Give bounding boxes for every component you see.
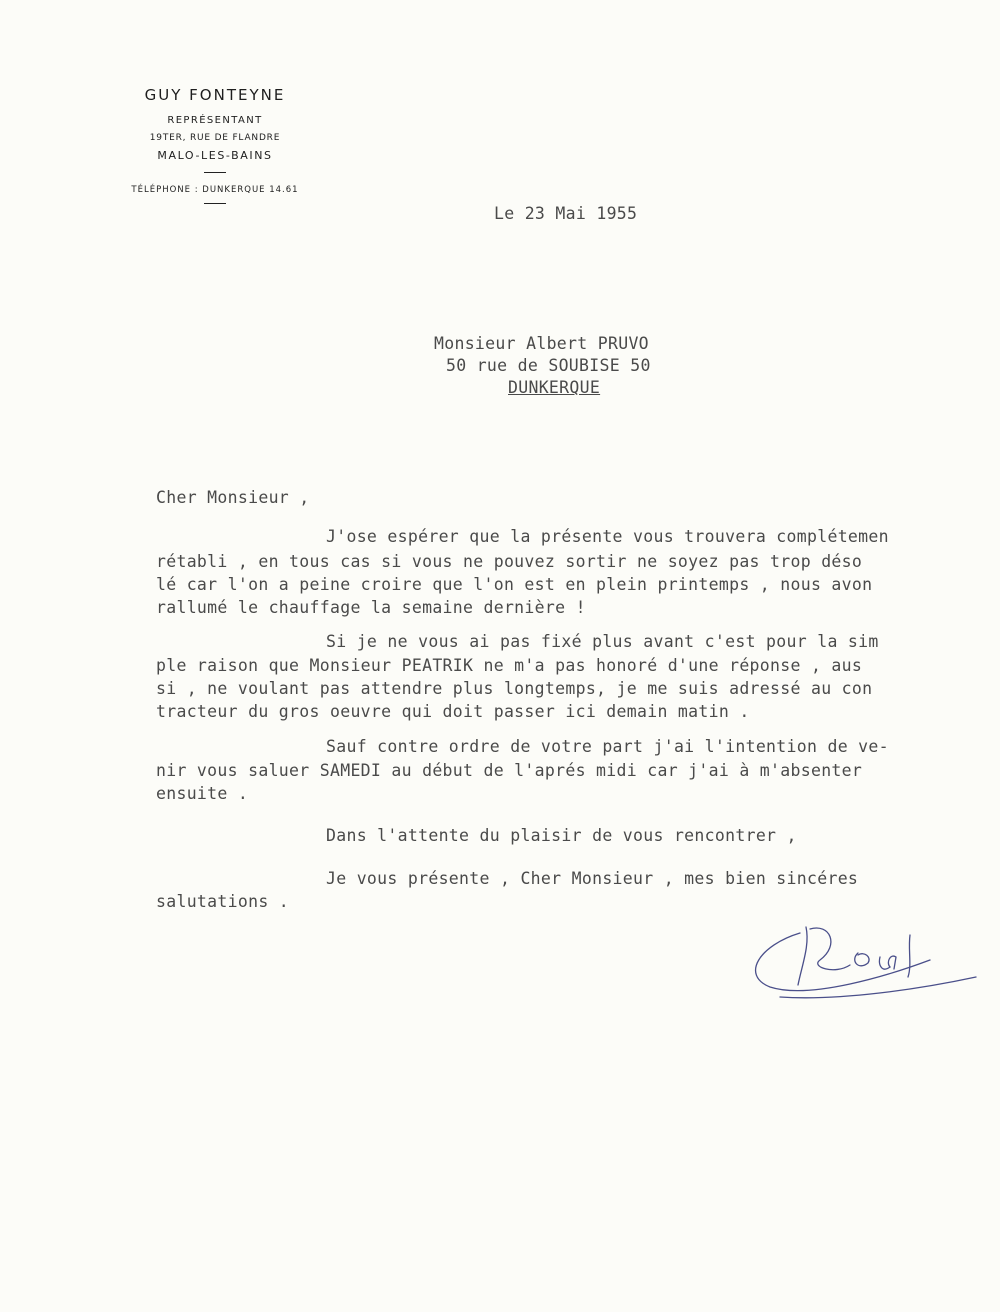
- letterhead-street: 19TER, RUE DE FLANDRE: [149, 133, 281, 143]
- body-line: J'ose espérer que la présente vous trouvera complétemen: [326, 527, 889, 546]
- letterhead-telephone: TÉLÉPHONE : DUNKERQUE 14.61: [131, 185, 299, 195]
- body-line: Si je ne vous ai pas fixé plus avant c'est pour la sim: [326, 632, 879, 651]
- body-line: si , ne voulant pas attendre plus longtemps, je me suis adressé au con: [156, 679, 873, 698]
- salutation: Cher Monsieur ,: [156, 488, 310, 507]
- recipient-street: 50 rue de SOUBISE 50: [446, 356, 651, 375]
- recipient-city: DUNKERQUE: [508, 378, 601, 397]
- letterhead-title: REPRÉSENTANT: [167, 115, 263, 126]
- body-line: salutations .: [156, 892, 290, 911]
- body-line: ple raison que Monsieur PEATRIK ne m'a pas honoré d'une réponse , aus: [156, 656, 863, 675]
- letterhead-name: GUY FONTEYNE: [144, 86, 286, 104]
- body-line: tracteur du gros oeuvre qui doit passer ici demain matin .: [156, 702, 750, 721]
- body-line: lé car l'on a peine croire que l'on est en plein printemps , nous avon: [156, 575, 873, 594]
- body-line: rétabli , en tous cas si vous ne pouvez sortir ne soyez pas trop déso: [156, 552, 863, 571]
- letterhead: [100, 86, 330, 214]
- recipient-name: Monsieur Albert PRUVO: [434, 334, 649, 353]
- body-line: Dans l'attente du plaisir de vous rencontrer ,: [326, 826, 797, 845]
- letterhead-divider: [204, 172, 226, 173]
- body-line: rallumé le chauffage la semaine dernière !: [156, 598, 586, 617]
- body-line: ensuite .: [156, 784, 249, 803]
- body-line: Sauf contre ordre de votre part j'ai l'intention de ve-: [326, 737, 889, 756]
- letter-date: Le 23 Mai 1955: [494, 204, 638, 223]
- letterhead-city: MALO-LES-BAINS: [157, 149, 273, 162]
- body-line: nir vous saluer SAMEDI au début de l'aprés midi car j'ai à m'absenter: [156, 761, 863, 780]
- letterhead-divider-bottom: [204, 203, 226, 204]
- handwritten-signature: [740, 905, 980, 1015]
- body-line: Je vous présente , Cher Monsieur , mes bien sincéres: [326, 869, 859, 888]
